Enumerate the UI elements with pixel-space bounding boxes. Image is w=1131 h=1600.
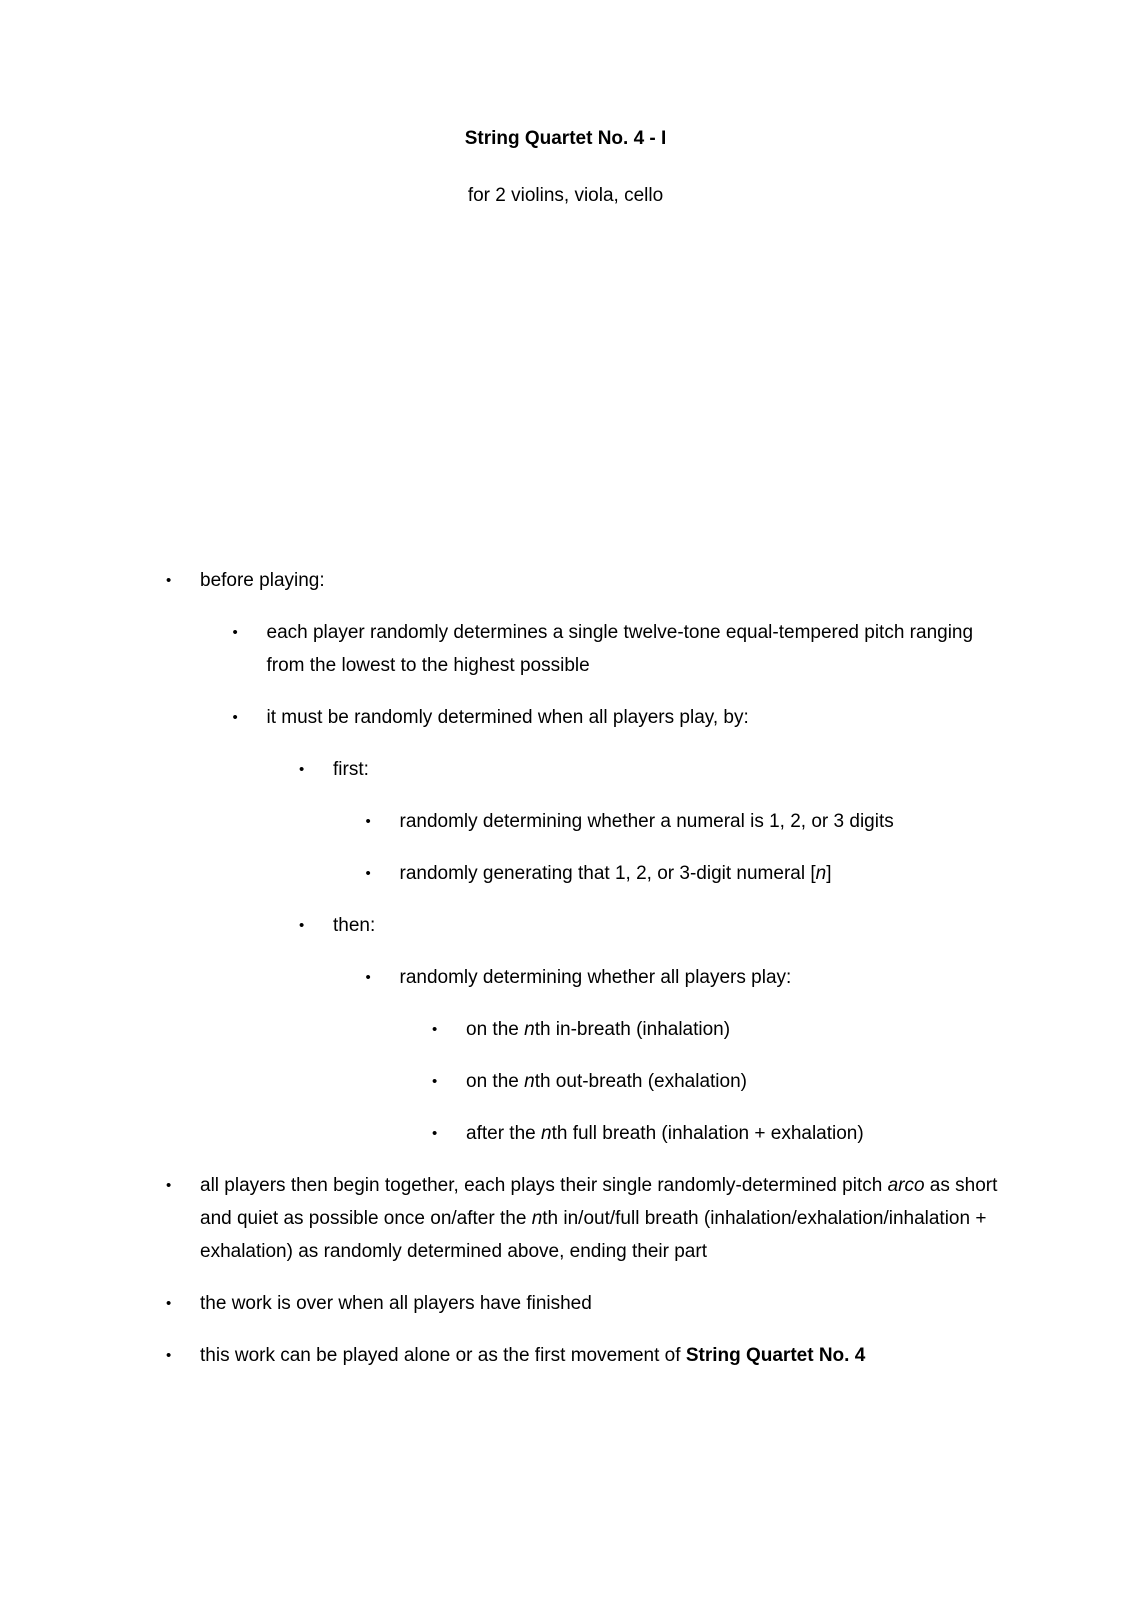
text-run: first:	[333, 759, 369, 780]
text-run: n	[541, 1123, 552, 1144]
text-run: after the	[466, 1123, 541, 1144]
bullet-icon: •	[166, 1177, 172, 1194]
list-item	[166, 1117, 998, 1150]
list-item-text	[400, 967, 792, 988]
bullet-icon: •	[232, 624, 238, 641]
text-run: String Quartet No. 4	[685, 1345, 866, 1366]
bullet-icon: •	[166, 572, 172, 589]
bullet-icon: •	[166, 1347, 172, 1364]
text-run: then:	[333, 915, 376, 936]
text-run: n	[531, 1208, 543, 1229]
text-run: as short and quiet as possible once on/after the	[200, 1175, 998, 1229]
text-run: th in/out/full breath (inhalation/exhalation/inhalation + exhalation) as randomly determined above, ending their part	[200, 1208, 987, 1262]
list-item-text	[400, 811, 894, 832]
list-item	[166, 1339, 998, 1372]
list-item	[166, 909, 998, 942]
list-item	[166, 701, 998, 734]
list-item	[166, 1013, 998, 1046]
text-run: on the	[466, 1071, 525, 1092]
list-item-text	[200, 1345, 865, 1366]
page-subtitle: for 2 violins, viola, cello	[467, 185, 664, 206]
text-run: all players then begin together, each plays their single randomly-determined pitch	[200, 1175, 888, 1196]
list-item	[166, 1287, 998, 1320]
text-run: th out-breath (exhalation)	[534, 1071, 747, 1092]
text-run: th full breath (inhalation + exhalation)	[551, 1123, 864, 1144]
text-run: this work can be played alone or as the first movement of	[200, 1345, 686, 1366]
bullet-icon: •	[365, 813, 371, 830]
text-run: randomly determining whether a numeral is 1, 2, or 3 digits	[399, 811, 894, 832]
document-header	[0, 0, 1131, 212]
text-run: th in-breath (inhalation)	[534, 1019, 731, 1040]
bullet-icon: •	[365, 969, 371, 986]
bullet-icon: •	[432, 1021, 438, 1038]
list-item-text	[200, 570, 325, 591]
list-item-text	[333, 915, 375, 936]
bullet-icon: •	[365, 865, 371, 882]
list-item-text	[400, 863, 832, 884]
page-title: String Quartet No. 4 - I	[464, 128, 667, 149]
text-run: n	[524, 1071, 535, 1092]
text-run: randomly generating that 1, 2, or 3-digit numeral [	[399, 863, 816, 884]
text-run: each player randomly determines a single twelve-tone equal-tempered pitch ranging from the lowest to the highest possible	[266, 622, 974, 676]
text-run: n	[815, 863, 827, 884]
list-item	[166, 857, 998, 890]
bullet-icon: •	[432, 1125, 438, 1142]
text-run: n	[524, 1019, 535, 1040]
text-run: on the	[466, 1019, 525, 1040]
list-item	[166, 1065, 998, 1098]
list-item	[166, 616, 998, 682]
list-item-text	[466, 1019, 730, 1040]
text-run: randomly determining whether all players play:	[399, 967, 792, 988]
list-item-text	[267, 622, 974, 676]
list-item-text	[267, 707, 749, 728]
list-item	[166, 805, 998, 838]
text-run: arco	[887, 1175, 925, 1196]
text-run: before playing:	[200, 570, 325, 591]
text-run: it must be randomly determined when all players play, by:	[266, 707, 749, 728]
bullet-icon: •	[166, 1295, 172, 1312]
list-item	[166, 961, 998, 994]
vertical-spacer	[0, 212, 1131, 564]
list-item-text	[466, 1071, 747, 1092]
text-run: the work is over when all players have finished	[200, 1293, 592, 1314]
text-run: ]	[826, 863, 832, 884]
list-item-text	[466, 1123, 864, 1144]
list-item-text	[200, 1293, 592, 1314]
bullet-icon: •	[432, 1073, 438, 1090]
list-item-text	[200, 1175, 997, 1262]
list-item	[166, 753, 998, 786]
list-item-text	[333, 759, 369, 780]
bullet-icon: •	[232, 709, 238, 726]
list-item	[166, 564, 998, 597]
instructions-list	[166, 564, 998, 1372]
list-item	[166, 1169, 998, 1268]
bullet-icon: •	[299, 761, 305, 778]
bullet-icon: •	[299, 917, 305, 934]
